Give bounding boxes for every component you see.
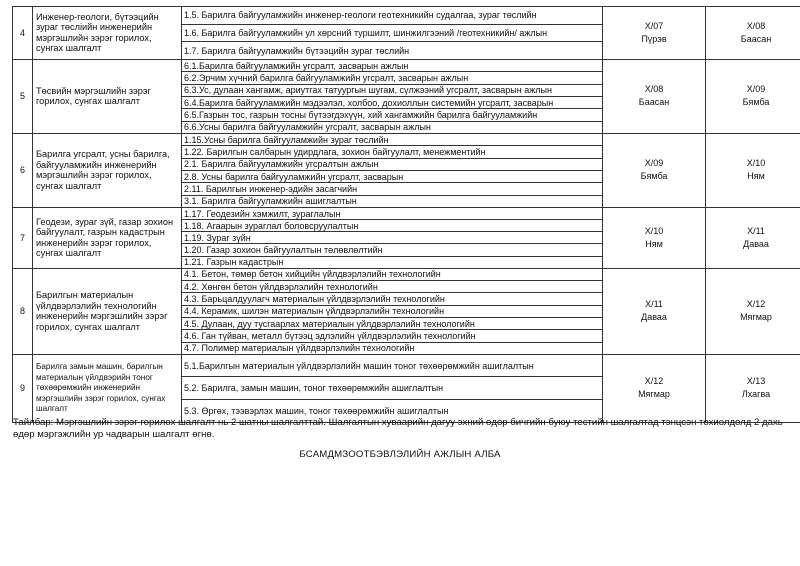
note-text: Тайлбар: Мэргэшлийн зэрэг горилох шалгалт нь 2 шатны шалгалттай. Шалгалтын хуваарийн дагуу эхний өдөр бичгийн буюу тестийн шалгалтад тэнцсэн тохиолдолд 2 дахь өдөр мэргэжлийн ур чадварын шалгалт өгнө.: [13, 417, 783, 440]
module-item: 4.7. Полимер материалын үйлдвэрлэлийн технологийн: [182, 342, 602, 354]
first-day-cell: [603, 354, 706, 422]
exam-weekday: Лхагва: [741, 389, 771, 400]
exam-weekday: Бямба: [742, 97, 770, 108]
exam-weekday: Баасан: [740, 33, 772, 44]
row-number: 9: [13, 354, 33, 422]
module-item: 1.19. Зураг зүйн: [182, 231, 602, 243]
schedule-row: [13, 133, 800, 207]
module-item: 1.22. Барилгын салбарын удирдлага, зохион байгуулалт, менежментийн: [182, 145, 602, 157]
specialty-name: Геодези, зураг зүй, газар зохион байгуулалт, газрын кадастрын инженерийн зэрэг горилох, сунгах шалгалт: [33, 207, 182, 268]
specialty-name: Барилгын материалын үйлдвэрлэлийн технологийн инженерийн мэргэшлийн зэрэг горилох, сунгах шалгалт: [33, 268, 182, 354]
module-item: 1.5. Барилга байгууламжийн инженер-геологи геотехникийн судалгаа, зураг төслийн: [184, 10, 537, 21]
first-day-cell: [603, 7, 706, 60]
module-item: 6.1.Барилга байгууламжийн угсралт, засварын ажлын: [184, 60, 409, 71]
exam-weekday: Бямба: [640, 171, 668, 182]
module-list-cell: [182, 7, 603, 60]
schedule-row: [13, 59, 800, 133]
exam-date: Х/13: [746, 376, 766, 387]
row-number: 5: [13, 59, 33, 133]
exam-date: Х/07: [644, 20, 664, 31]
second-day-cell: [706, 59, 800, 133]
exam-date: Х/09: [746, 84, 766, 95]
module-list-cell: [182, 207, 603, 268]
module-item: 6.5.Газрын тос, газрын тосны бүтээгдэхүүн, хий хангамжийн барилга байгууламжийн: [182, 108, 602, 120]
first-day-cell: [603, 59, 706, 133]
module-item: 1.21. Газрын кадастрын: [182, 256, 602, 268]
specialty-name: Барилга угсралт, усны барилга, байгууламжийн инженерийн мэргэшлийн зэрэг горилох, сунгах шалгалт: [33, 133, 182, 207]
module-list: [182, 7, 602, 59]
office-signature: БСАМДМЗООТБЭВЛЭЛИЙН АЖЛЫН АЛБА: [299, 449, 501, 460]
module-item: 3.1. Барилга байгууламжийн ашиглалтын: [182, 195, 602, 207]
second-day-cell: [706, 354, 800, 422]
first-day-cell: [603, 268, 706, 354]
module-item: 4.2. Хөнгөн бетон үйлдвэрлэлийн технологийн: [182, 280, 602, 292]
exam-schedule-table: [12, 6, 800, 423]
specialty-name: Төсвийн мэргэшлийн зэрэг горилох, сунгах шалгалт: [33, 59, 182, 133]
module-item: 1.6. Барилга байгууламжийн ул хөрсний туршилт, шинжилгээний /геотехникийн/ ажлын: [182, 24, 602, 42]
row-number: 6: [13, 133, 33, 207]
exam-weekday: Мягмар: [638, 389, 670, 400]
exam-date: Х/12: [644, 376, 664, 387]
row-number: 4: [13, 7, 33, 60]
schedule-row: [13, 354, 800, 422]
module-item: 1.18. Агаарын зураглал боловсруулалтын: [182, 219, 602, 231]
exam-weekday: Даваа: [743, 238, 769, 249]
first-day-cell: [603, 133, 706, 207]
module-item: 4.5. Дулаан, дуу тусгаарлах материалын үйлдвэрлэлийн технологийн: [182, 317, 602, 329]
module-item: 2.11. Барилгын инженер-эдийн засагчийн: [182, 182, 602, 194]
row-number: 7: [13, 207, 33, 268]
schedule-row: [13, 207, 800, 268]
exam-date: Х/12: [746, 299, 766, 310]
exam-date: Х/08: [644, 84, 664, 95]
first-day-cell: [603, 207, 706, 268]
schedule-row: [13, 268, 800, 354]
module-list-cell: [182, 133, 603, 207]
exam-date: Х/11: [645, 299, 663, 310]
specialty-name: Инженер-геологи, бүтээцийн зураг төсліийн инженерийн мэргэшлийн зэрэг горилох, сунгах шалгалт: [33, 7, 182, 60]
module-list-cell: [182, 354, 603, 422]
schedule-row: [13, 7, 800, 60]
row-number: 8: [13, 268, 33, 354]
module-item: 4.6. Ган түйван, металл бүтээц эдлэлийн үйлдвэрлэлийн технологийн: [182, 329, 602, 341]
second-day-cell: [706, 268, 800, 354]
exam-weekday: Баасан: [638, 97, 670, 108]
module-item: 1.7. Барилга байгууламжийн бүтээцийн зураг төслийн: [182, 41, 602, 59]
module-item: 2.8. Усны барилга байгууламжийн угсралт, засварын: [182, 170, 602, 182]
module-item: 4.1. Бетон, төмөр бетон хийцийн үйлдвэрлэлийн технологийн: [184, 269, 441, 280]
module-list: [182, 208, 602, 268]
module-item: 5.1.Барилгын материалын үйлдвэрлэлийн машин тоног төхөөрөмжийн ашиглалтын: [184, 360, 534, 371]
module-item: 2.1. Барилга байгууламжийн угсралтын ажлын: [182, 158, 602, 170]
exam-date: Х/09: [644, 158, 664, 169]
exam-date: Х/11: [747, 225, 765, 236]
specialty-name: Барилга замын машин, барилгын материалын үйлдвэрийн тоног төхөөрөмжийн инженерийн мэргэшлийн зэрэг горилох, сунгах шалгалт: [33, 354, 182, 422]
second-day-cell: [706, 207, 800, 268]
exam-date: Х/10: [746, 158, 766, 169]
module-item: 6.2.Эрчим хүчний барилга байгууламжийн угсралт, засварын ажлын: [182, 71, 602, 83]
module-item: 1.17. Геодезийн хэмжилт, зураглалын: [184, 208, 341, 219]
module-list: [182, 60, 602, 133]
module-item: 6.3.Ус, дулаан хангамж, ариутгах татуургын шугам, сүлжээний угсралт, засварын ажлын: [182, 84, 602, 96]
second-day-cell: [706, 7, 800, 60]
module-list: [182, 134, 602, 207]
module-item: 5.2. Барилга, замын машин, тоног төхөөрөмжийн ашиглалтын: [182, 376, 602, 399]
exam-date: Х/08: [746, 20, 766, 31]
module-item: 4.3. Барьцалдуулагч материалын үйлдвэрлэлийн технологийн: [182, 292, 602, 304]
exam-weekday: Ням: [747, 171, 765, 182]
exam-date: Х/10: [644, 225, 664, 236]
exam-weekday: Даваа: [641, 312, 667, 323]
module-list-cell: [182, 268, 603, 354]
module-list-cell: [182, 59, 603, 133]
module-item: 1.20. Газар зохион байгуулалтын төлөвлөлтийн: [182, 243, 602, 255]
second-day-cell: [706, 133, 800, 207]
module-item: 6.4.Барилга байгууламжийн мэдээлэл, холбоо, дохиоллын системийн угсралт, засварын: [182, 96, 602, 108]
exam-weekday: Пүрэв: [641, 33, 667, 44]
module-item: 4.4. Керамик, шилэн материалын үйлдвэрлэлийн технологийн: [182, 305, 602, 317]
module-list: [182, 355, 602, 422]
exam-weekday: Мягмар: [740, 312, 772, 323]
module-item: 5.3. Өргөх, тээвэрлэх машин, тоног төхөөрөмжийн ашиглалтын: [182, 399, 602, 422]
module-list: [182, 269, 602, 354]
module-item: 6.6.Усны барилга байгууламжийн угсралт, засварын ажлын: [182, 121, 602, 133]
module-item: 1.15.Усны барилга байгууламжийн зураг төслийн: [184, 134, 389, 145]
exam-weekday: Ням: [645, 238, 663, 249]
